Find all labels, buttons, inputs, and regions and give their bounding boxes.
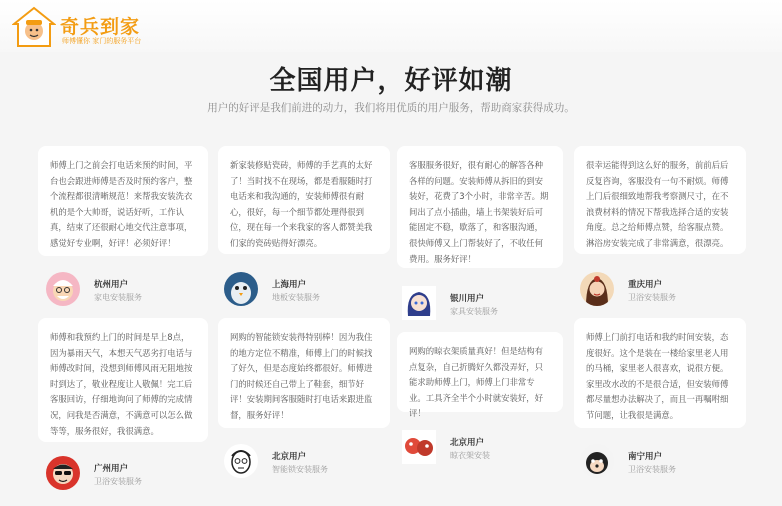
elder-avatar-icon [46,272,80,306]
review-user [46,456,206,496]
user-name: 南宁用户 [628,452,663,462]
review-card [218,318,390,428]
review-card [38,318,208,442]
sketch-face-avatar-icon [224,444,258,478]
user-name: 银川用户 [450,294,485,304]
review-user [402,430,562,470]
user-service: 卫浴安装服务 [94,477,142,486]
review-card [397,146,563,268]
review-text: 师傅上门之前会打电话来预约时间，平台也会跟进师傅是否及时预约客户，整个流程都很清晰规范！来帮我安装洗衣机的是个大帅哥，说话好听，工作认真，结束了还很耐心地交代注意事项，感觉好专业啊，好评！必须好评！ [50,160,193,248]
user-service: 家电安装服务 [94,293,142,302]
review-user [402,286,562,326]
review-text: 网购的晾衣架质量真好！但是结构有点复杂，自己折腾好久都没弄好，只能求助师傅上门，师傅上门非常专业。工具齐全半个小时就安装好，好评！ [409,346,543,419]
review-text: 新家装修贴瓷砖，师傅的手艺真的太好了！当时找不在现场，都是看服随时打电话来和我沟通的，安装师傅很有耐心，很好，每一个细节都处理得很到位，现在每一个来我家的客人都赞美我们家的瓷砖贴得好漂亮。 [230,160,373,248]
user-service: 家具安装服务 [450,307,498,316]
review-user [224,444,384,484]
review-text: 师傅和我预约上门的时间是早上8点，因为暴雨天气，本想天气恶劣打电话与师傅改时间，没想到师傅风雨无阻地按时到达了，敬业程度让人敬佩！完工后客服回访，仔细地询问了师傅的完成情况，问我是否满意，不满意可以怎么做等等，服务很好，我很满意。 [50,332,193,436]
user-name: 广州用户 [94,464,129,474]
user-name: 北京用户 [450,438,485,448]
user-service: 晾衣架安装 [450,451,490,460]
cartoon-avatar-icon [402,430,436,464]
dog-avatar-icon [580,444,614,478]
anime-girl-avatar-icon [402,286,436,320]
brand-logo[interactable] [12,6,172,48]
house-logo-icon [12,6,56,48]
review-user [224,272,384,312]
review-user [580,444,740,484]
page-title: 全国用户，好评如潮 [269,66,513,96]
penguin-avatar-icon [224,272,258,306]
user-service: 卫浴安装服务 [628,293,676,302]
lady-avatar-icon [580,272,614,306]
user-service: 智能锁安装服务 [272,465,328,474]
review-card [397,332,563,419]
user-service: 卫浴安装服务 [628,465,676,474]
page-subtitle: 用户的好评是我们前进的动力，我们将用优质的用户服务，帮助商家获得成功。 [207,102,575,114]
user-name: 重庆用户 [628,280,663,290]
brand-name: 奇兵到家 [60,16,141,38]
header-bar [0,0,782,52]
user-service: 地板安装服务 [272,293,320,302]
review-text: 师傅上门前打电话和我约时间安装，态度很好。这个是装在一楼给家里老人用的马桶，家里老人很喜欢，说很方便。家里改水改的不是很合适，但安装师傅都尽量想办法解决了，而且一再嘱咐细节问题，让我很是满意。 [586,332,729,420]
review-card [218,146,390,254]
review-text: 很幸运能得到这么好的服务，前前后后反复咨询，客服没有一句不耐烦。师傅上门后很细致地帮我考察测尺寸，在不浪费材料的情况下帮我选择合适的安装角度。总之给师傅点赞，给客服点赞。淋浴房安装完成了非常满意，很漂亮。 [586,160,729,248]
sunglasses-avatar-icon [46,456,80,490]
review-card [574,146,746,254]
review-user [46,272,206,312]
review-text: 客服服务很好，很有耐心的解答各种各样的问题。安装师傅从拆旧的到安装好，花费了3个小时，非常辛苦。期间出了点小插曲，墙上书架装好后可能固定不稳，歇落了，和客服沟通，很快师傅又上门帮装好了，不收任何费用。服务好评！ [409,160,549,264]
user-name: 杭州用户 [94,280,129,290]
review-card [38,146,208,256]
user-name: 上海用户 [272,280,307,290]
brand-slogan: 师傅懂你 家门的服务平台 [62,37,142,45]
user-name: 北京用户 [272,452,307,462]
review-user [580,272,740,312]
review-text: 网购的智能锁安装得特别棒！因为我住的地方定位不精准，师傅上门的时候找了好久，但是态度始终都很好。师傅进门的时候还自己带上了鞋套，细节好评！安装期间客服随时打电话来跟进监督，服务好评！ [230,332,373,420]
review-card [574,318,746,428]
